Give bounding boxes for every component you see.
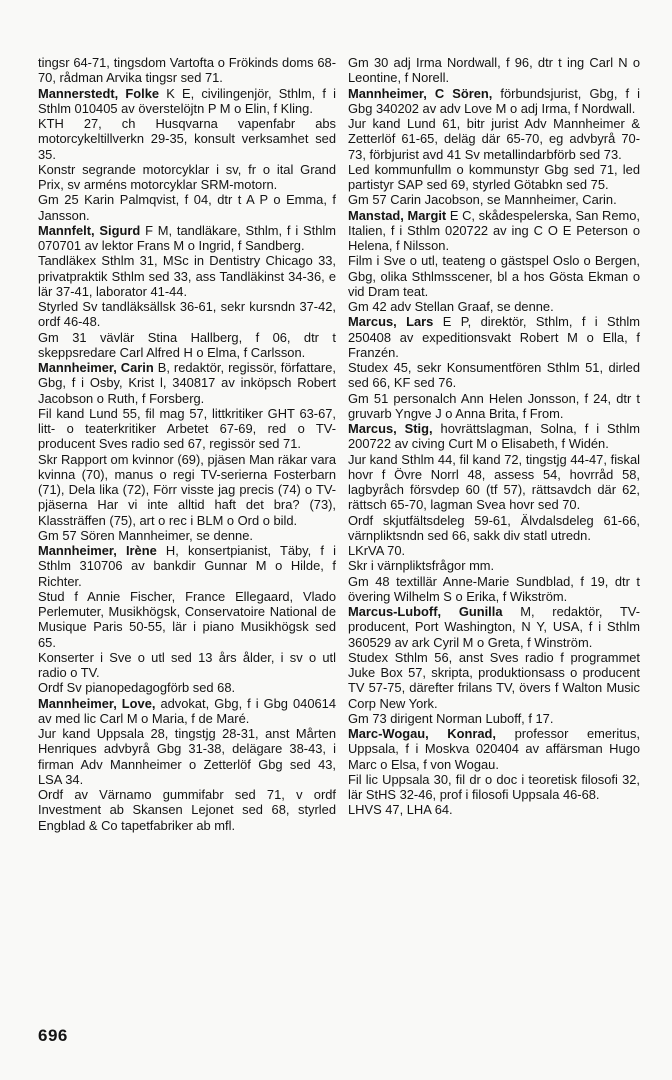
entry-text: Studex Sthlm 56, anst Sves radio f programmet Juke Box 57, skripta, produktionsass o producent TV 57-75, därefter frilans TV, övers f Walton Music Corp New York. [348, 649, 640, 711]
entry-text: Konstr segrande motorcyklar i sv, fr o ital Grand Prix, sv arméns motorcyklar SRM-motorn. [38, 161, 336, 192]
entry-text: Styrled Sv tandläksällsk 36-61, sekr kursndn 37-42, ordf 46-48. [38, 299, 336, 330]
page-number: 696 [38, 1026, 68, 1045]
entry-text: Gm 42 adv Stellan Graaf, se denne. [348, 299, 554, 314]
entry-paragraph [348, 650, 640, 711]
right-column [348, 55, 640, 818]
entry-heading-paragraph [38, 696, 336, 727]
entry-text: Gm 25 Karin Palmqvist, f 04, dtr t A P o Emma, f Jansson. [38, 192, 336, 223]
entry-heading-paragraph [348, 726, 640, 772]
entry-paragraph [348, 772, 640, 803]
entry-text: Fil kand Lund 55, fil mag 57, littkritiker GHT 63-67, litt- o teaterkritiker Arbetet 67-69, red o TV-producent Sves radio sed 67, regissör sed 71. [38, 405, 336, 452]
entry-paragraph [38, 192, 336, 223]
entry-text: F M, tandläkare, Sthlm, f i Sthlm 070701 av lektor Frans M o Ingrid, f Sandberg. [38, 222, 336, 253]
entry-paragraph [348, 802, 640, 817]
entry-heading-paragraph [348, 604, 640, 650]
entry-paragraph [348, 162, 640, 193]
entry-name: Mannheimer, Carin [38, 360, 154, 375]
entry-text: Gm 30 adj Irma Nordwall, f 96, dtr t ing Carl N o Leontine, f Norell. [348, 55, 640, 86]
entry-text: Gm 48 textillär Anne-Marie Sundblad, f 19, dtr t övering Wilhelm S o Erika, f Wikström. [348, 573, 640, 604]
entry-name: Mannheimer, Irène [38, 543, 157, 558]
entry-text: Ordf av Värnamo gummifabr sed 71, v ordf Investment ab Skansen Lejonet sed 68, styrled Engblad & Co tapetfabriker ab mfl. [38, 787, 336, 833]
entry-name: Mannheimer, Love, [38, 695, 156, 711]
entry-paragraph [38, 116, 336, 162]
entry-text: förbundsjurist, Gbg, f i Gbg 340202 av adv Love M o adj Irma, f Nordwall. [348, 85, 640, 116]
entry-text: Studex 45, sekr Konsumentfören Sthlm 51, dirled sed 66, KF sed 76. [348, 360, 640, 391]
entry-paragraph [38, 528, 336, 543]
entry-paragraph [38, 650, 336, 681]
entry-text: Film i Sve o utl, teateng o gästspel Oslo o Bergen, Gbg, olika Sthlmsscener, bl a hos Gösta Ekman o vid Dram teat. [348, 253, 640, 299]
entry-heading-paragraph [348, 86, 640, 117]
entry-name: Marcus, Stig, [348, 421, 433, 436]
entry-name: Marc-Wogau, Konrad, [348, 726, 497, 741]
entry-paragraph [348, 543, 640, 558]
entry-heading-paragraph [348, 208, 640, 254]
entry-paragraph [348, 253, 640, 299]
entry-text: Gm 57 Carin Jacobson, se Mannheimer, Carin. [348, 192, 617, 208]
entry-text: professor emeritus, Uppsala, f i Moskva 020404 av affärsman Hugo Marc o Elsa, f von Wogau. [348, 726, 640, 772]
entry-text: hovrättslagman, Solna, f i Sthlm 200722 av civing Curt M o Elisabeth, f Widén. [348, 421, 640, 452]
entry-name: Manstad, Margit [348, 207, 447, 223]
entry-paragraph [348, 391, 640, 422]
entry-text: Tandläkex Sthlm 31, MSc in Dentistry Chicago 33, privatpraktik Sthlm sed 33, ass Tandläkinst 34-36, e lär 37-41, laborator 41-44. [38, 253, 336, 299]
entry-text: Gm 73 dirigent Norman Luboff, f 17. [348, 710, 554, 726]
entry-paragraph [38, 299, 336, 330]
entry-paragraph [38, 162, 336, 193]
entry-text: Gm 31 vävlär Stina Hallberg, f 06, dtr t skeppsredare Carl Alfred H o Elma, f Carlsson. [38, 329, 336, 360]
entry-text: LKrVA 70. [348, 543, 406, 558]
entry-heading-paragraph [38, 360, 336, 406]
entry-paragraph [38, 680, 336, 695]
entry-text: Stud f Annie Fischer, France Ellegaard, Vlado Perlemuter, Musikhögsk, Conservatoire National de Musique Paris 50-55, lär i piano Musikhögsk sed 65. [38, 588, 336, 650]
entry-text: H, konsertpianist, Täby, f i Sthlm 310706 av bankdir Gunnar M o Hilde, f Richter. [38, 543, 336, 589]
entry-text: Skr Rapport om kvinnor (69), pjäsen Man räkar vara kvinna (70), manus o regi TV-serierna Fosterbarn (71), Dela lika (72), Förr visste jag precis (74) o TV-pjäserna Har vi inte alltid haft det bra? (73), Klassträffen (75), art o rec i BLM o Ord o bild. [38, 451, 336, 528]
entry-paragraph [348, 558, 640, 573]
entry-paragraph [348, 299, 640, 314]
entry-text: M, redaktör, TV-producent, Port Washington, N Y, USA, f i Sthlm 360529 av ark Cyril M o Greta, f Winström. [348, 604, 640, 650]
entry-heading-paragraph [38, 543, 336, 589]
entry-text: Jur kand Lund 61, bitr jurist Adv Mannheimer & Zetterlöf 61-65, deläg där 65-70, eg advbyrå 70-73, förbjurist avd 41 Sv metallindarbförb sed 73. [348, 116, 640, 162]
entry-name: Mannheimer, C Sören, [348, 85, 493, 101]
entry-text: Fil lic Uppsala 30, fil dr o doc i teoretisk filosofi 32, lär StHS 32-46, prof i filosofi Uppsala 46-68. [348, 771, 640, 802]
entry-text: Jur kand Sthlm 44, fil kand 72, tingstjg 44-47, fiskal hovr f Övre Norrl 48, assess 54, hovrråd 58, lagbyråch försvdep 60 (tf 57), rättsavdch där 62, rättsch 65-70, lagman Svea hovr sed 70. [348, 451, 640, 513]
entry-text: advokat, Gbg, f i Gbg 040614 av med lic Carl M o Maria, f de Maré. [38, 695, 336, 726]
entry-paragraph [348, 711, 640, 726]
entry-heading-paragraph [348, 421, 640, 452]
entry-paragraph [348, 192, 640, 207]
entry-paragraph [348, 513, 640, 544]
entry-text: Gm 51 personalch Ann Helen Jonsson, f 24, dtr t gruvarb Yngve J o Anna Brita, f From. [348, 390, 640, 421]
entry-paragraph [38, 330, 336, 361]
entry-text: Jur kand Uppsala 28, tingstjg 28-31, anst Mårten Henriques advbyrå Gbg 31-38, delägare 38-43, i firman Adv Mannheimer o Zetterlöf Gbg sed 43, LSA 34. [38, 726, 336, 787]
entry-text: E P, direktör, Sthlm, f i Sthlm 250408 av expeditionsvakt Robert M o Ella, f Franzén. [348, 314, 640, 360]
entry-text: Led kommunfullm o kommunstyr Gbg sed 71, led partistyr SAP sed 69, styrled Götabkn sed 75. [348, 161, 640, 192]
entry-text: E C, skådespelerska, San Remo, Italien, f i Sthlm 020722 av ing C O E Peterson o Helena, f Nilsson. [348, 207, 641, 253]
entry-name: Mannerstedt, Folke [38, 85, 160, 101]
entry-paragraph [38, 787, 336, 833]
entry-text: Ordf Sv pianopedagogförb sed 68. [38, 680, 236, 696]
entry-paragraph [38, 726, 336, 787]
entry-text: B, redaktör, regissör, författare, Gbg, f i Osby, Krist l, 340817 av inköpsch Robert Jacobson o Ruth, f Forsberg. [38, 360, 336, 406]
entry-heading-paragraph [38, 223, 336, 254]
entry-paragraph [348, 574, 640, 605]
entry-name: Marcus, Lars [348, 314, 434, 330]
entry-paragraph [38, 452, 336, 528]
entry-name: Marcus-Luboff, Gunilla [348, 604, 503, 619]
entry-heading-paragraph [38, 86, 336, 117]
entry-name: Mannfelt, Sigurd [38, 222, 141, 238]
entry-text: K E, civilingenjör, Sthlm, f i Sthlm 010405 av överstelöjtn P M o Elin, f Kling. [38, 85, 336, 116]
entry-text: Konserter i Sve o utl sed 13 års ålder, i sv o utl radio o TV. [38, 649, 336, 680]
entry-heading-paragraph [348, 314, 640, 360]
entry-paragraph [38, 406, 336, 452]
entry-text: Gm 57 Sören Mannheimer, se denne. [38, 527, 253, 543]
entry-paragraph [38, 589, 336, 650]
entry-paragraph [348, 452, 640, 513]
entry-text: Skr i värnpliktsfrågor mm. [348, 558, 495, 574]
entry-paragraph [348, 116, 640, 162]
entry-paragraph [348, 55, 640, 86]
entry-text: KTH 27, ch Husqvarna vapenfabr abs motorcykeltillverkn 29-35, konsult verksamhet sed 35. [38, 116, 336, 162]
left-column [38, 55, 336, 833]
entry-text: LHVS 47, LHA 64. [348, 802, 453, 818]
entry-paragraph [38, 55, 336, 86]
entry-text: tingsr 64-71, tingsdom Vartofta o Frökinds doms 68-70, rådman Arvika tingsr sed 71. [38, 55, 336, 86]
entry-paragraph [348, 360, 640, 391]
entry-paragraph [38, 253, 336, 299]
entry-text: Ordf skjutfältsdeleg 59-61, Älvdalsdeleg 61-66, värnpliktsndn sed 66, sakk div statl utredn. [348, 512, 640, 543]
